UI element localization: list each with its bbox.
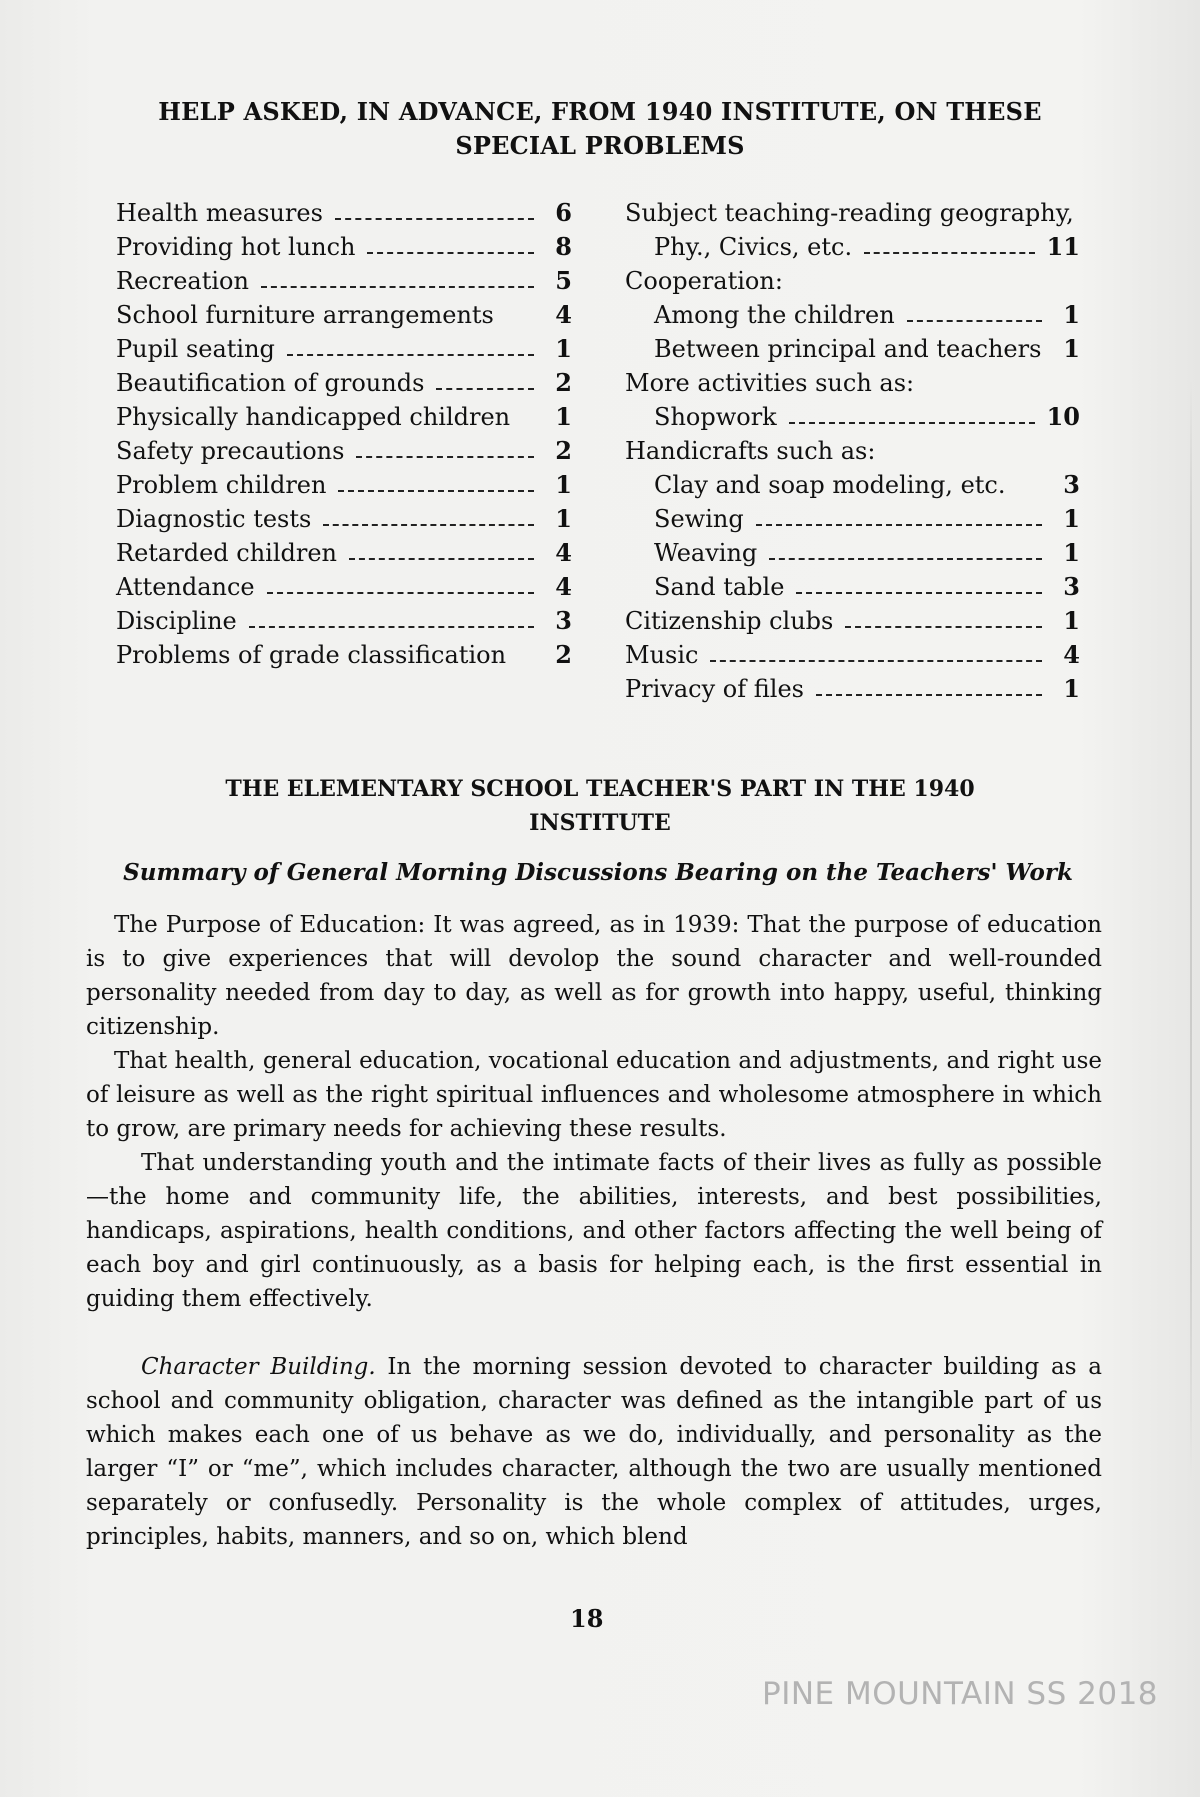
list-item: Phy., Civics, etc. 11 [654, 232, 1080, 261]
title-line-1: HELP ASKED, IN ADVANCE, FROM 1940 INSTITUTE, ON THESE [158, 97, 1042, 126]
list-item: Sewing 1 [654, 504, 1080, 533]
dotted-leader [249, 626, 534, 628]
paragraph-purpose-of-education: The Purpose of Education: It was agreed, as in 1939: That the purpose of education is to give experiences that will devolop the sound character and well-rounded personality needed from day to day, as well as for growth into happy, useful, thinking citizenship. [86, 912, 1102, 1040]
list-group-header: More activities such as: [625, 369, 915, 397]
list-item: Safety precautions 2 [116, 436, 572, 465]
list-item: Weaving 1 [654, 538, 1080, 567]
list-item: Clay and soap modeling, etc. 3 [654, 470, 1080, 499]
paragraph-character-building: Character Building. In the morning session devoted to character building as a school and community obligation, character was defined as the intangible part of us which makes each one of us behave as we do, individually, and personality as the larger “I” or “me”, which includes character, although the two are usually mentioned separately or confusedly. Personality is the whole complex of attitudes, urges, principles, habits, manners, and so on, which blend [86, 1354, 1102, 1550]
list-item: Between principal and teachers 1 [654, 334, 1080, 363]
list-item: Providing hot lunch 8 [116, 232, 572, 261]
run-in-heading: Character Building. [141, 1354, 376, 1380]
section-title-special-problems [60, 95, 1140, 163]
section-title-teachers-part [100, 772, 1100, 840]
dotted-leader [907, 320, 1042, 322]
list-item: Diagnostic tests 1 [116, 504, 572, 533]
dotted-leader [349, 558, 534, 560]
list-item: Physically handicapped children 1 [116, 402, 572, 431]
title-line-1: THE ELEMENTARY SCHOOL TEACHER'S PART IN THE 1940 [225, 776, 975, 802]
page-number: 18 [570, 1604, 604, 1633]
watermark: PINE MOUNTAIN SS 2018 [762, 1676, 1159, 1712]
dotted-leader [367, 252, 534, 254]
list-item: Problem children 1 [116, 470, 572, 499]
dotted-leader [338, 490, 534, 492]
page-edge-shadow [1190, 380, 1192, 1480]
dotted-leader [261, 286, 534, 288]
dotted-leader [287, 354, 534, 356]
list-item: Subject teaching-reading geography, [625, 199, 1074, 227]
list-item: Health measures 6 [116, 198, 572, 227]
title-line-2: SPECIAL PROBLEMS [455, 131, 745, 160]
list-item: Among the children 1 [654, 300, 1080, 329]
list-item: Sand table 3 [654, 572, 1080, 601]
dotted-leader [323, 524, 534, 526]
dotted-leader [436, 388, 534, 390]
dotted-leader [356, 456, 534, 458]
list-item: Retarded children 4 [116, 538, 572, 567]
list-item: School furniture arrangements 4 [116, 300, 572, 329]
section-subtitle: Summary of General Morning Discussions Bearing on the Teachers' Work [123, 859, 1073, 886]
list-item: Pupil seating 1 [116, 334, 572, 363]
list-item: Attendance 4 [116, 572, 572, 601]
list-group-header: Cooperation: [625, 267, 783, 295]
dotted-leader [756, 524, 1042, 526]
list-item: Problems of grade classification 2 [116, 640, 572, 669]
problems-column-left [116, 196, 572, 672]
list-item: Shopwork 10 [654, 402, 1080, 431]
title-line-2: INSTITUTE [529, 810, 671, 836]
list-group-header: Handicrafts such as: [625, 437, 876, 465]
dotted-leader [769, 558, 1042, 560]
dotted-leader [710, 660, 1042, 662]
dotted-leader [267, 592, 534, 594]
problems-column-right [625, 196, 1080, 706]
list-item: Citizenship clubs 1 [625, 606, 1080, 635]
dotted-leader [816, 694, 1042, 696]
dotted-leader [864, 252, 1035, 254]
dotted-leader [845, 626, 1042, 628]
dotted-leader [789, 422, 1035, 424]
dotted-leader [335, 218, 534, 220]
list-item: Beautification of grounds 2 [116, 368, 572, 397]
list-item: Music 4 [625, 640, 1080, 669]
list-item: Recreation 5 [116, 266, 572, 295]
paragraph-understanding-youth: That understanding youth and the intimate facts of their lives as fully as possible—the home and community life, the abilities, interests, and best possibilities, handicaps, aspirations, health conditions, and other factors affecting the well being of each boy and girl continuously, as a basis for helping each, is the first essential in guiding them effectively. [86, 1150, 1102, 1312]
list-item: Privacy of files 1 [625, 674, 1080, 703]
list-item: Discipline 3 [116, 606, 572, 635]
paragraph-health: That health, general education, vocational education and adjustments, and right use of leisure as well as the right spiritual influences and wholesome atmosphere in which to grow, are primary needs for achieving these results. [86, 1048, 1102, 1142]
dotted-leader [796, 592, 1042, 594]
